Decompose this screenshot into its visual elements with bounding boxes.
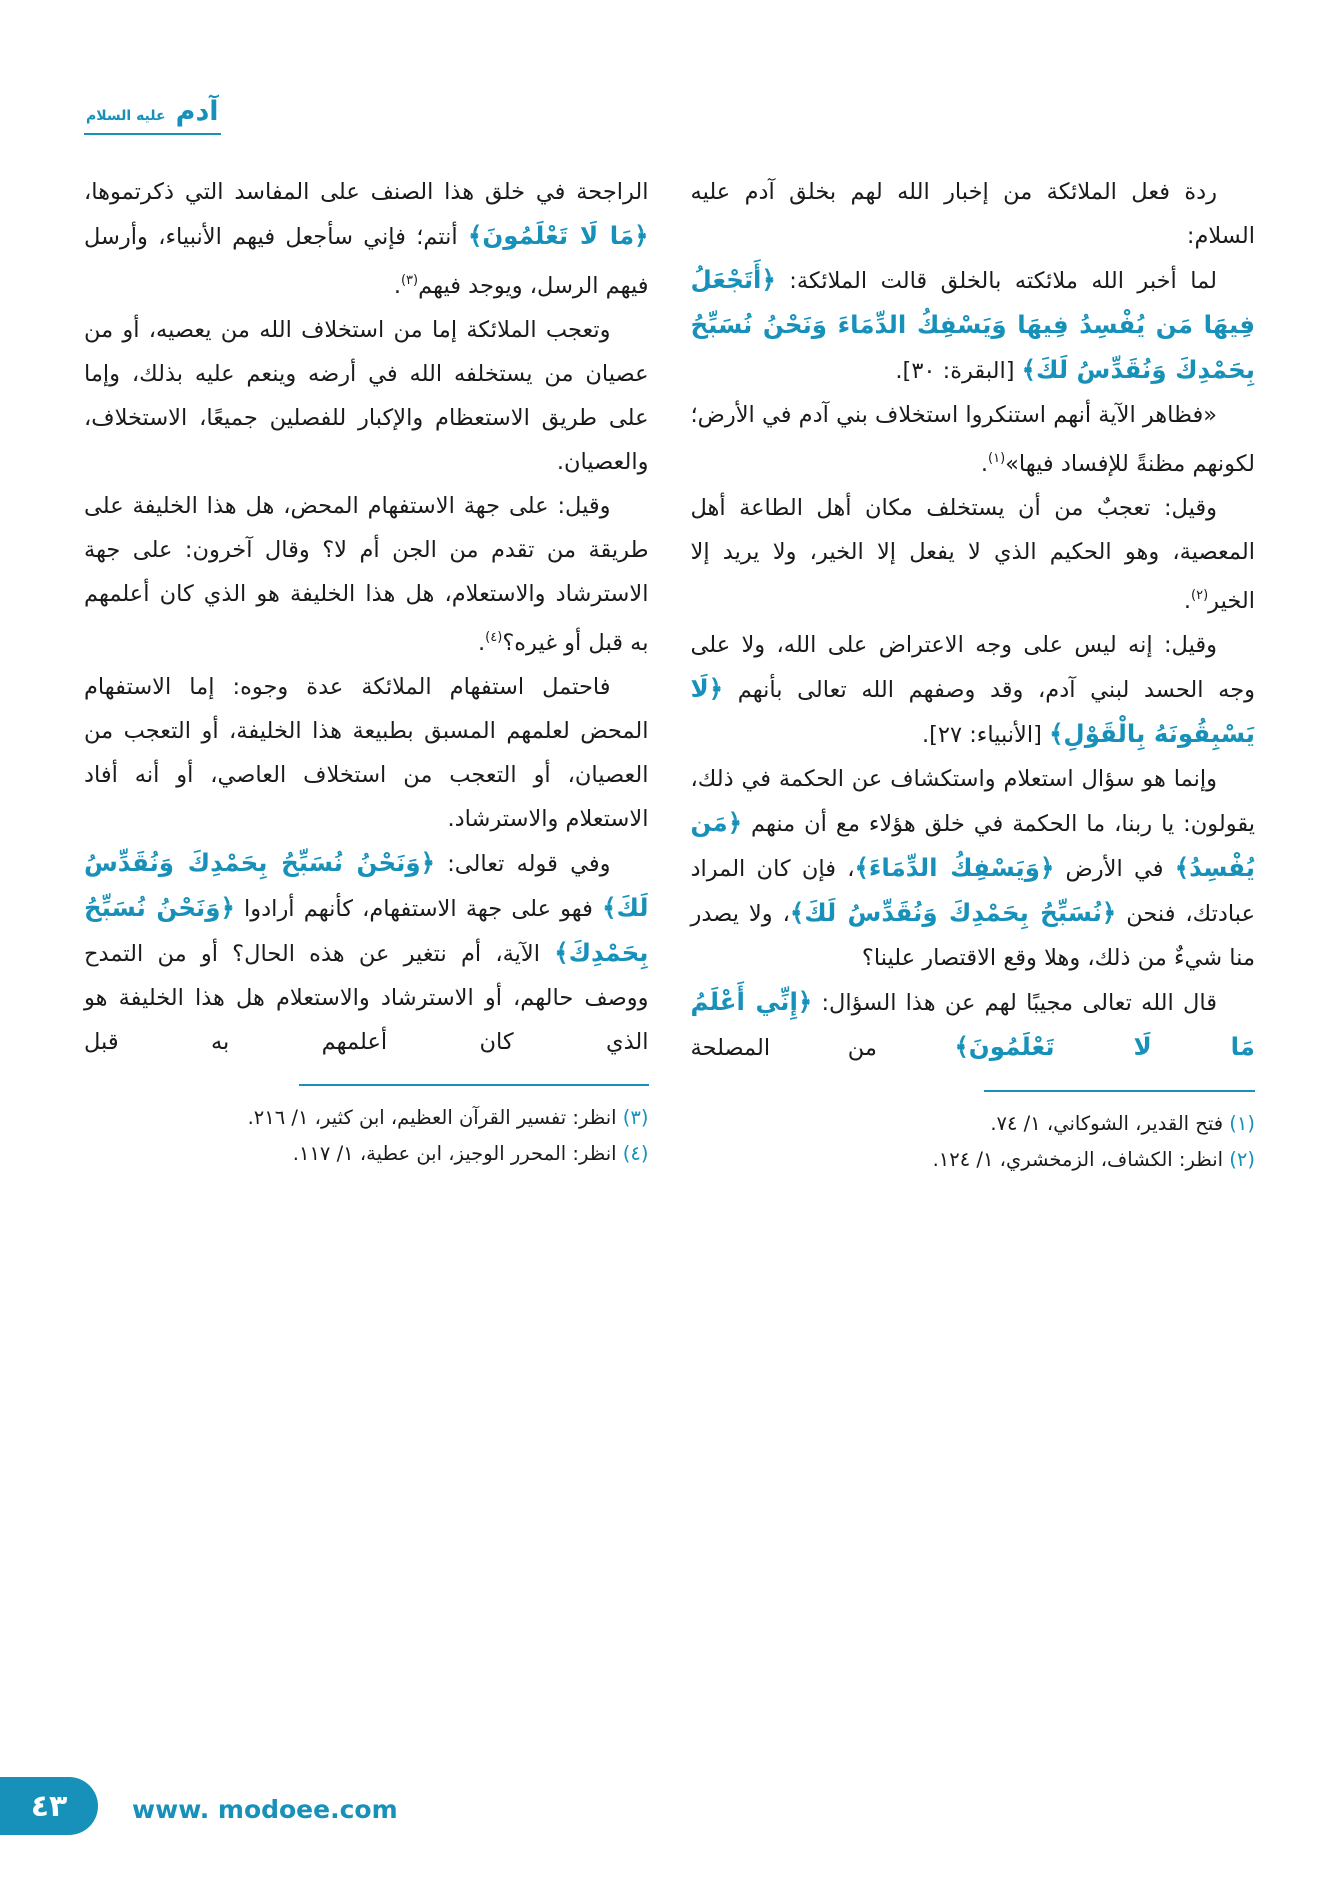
paragraph (691, 258, 1256, 393)
paragraph (84, 170, 649, 308)
footnote-text: انظر: المحرر الوجيز، ابن عطية، ١/ ١١٧. (292, 1142, 623, 1165)
body-text: . (1183, 588, 1192, 614)
footnote-marker: (٤) (485, 630, 503, 645)
website-text: www. modoee.com (132, 1795, 398, 1824)
body-text: فاحتمل استفهام الملائكة عدة وجوه: إما الاستفهام المحض لعلمهم المسبق بطبيعة هذا الخليفة، أو التعجب من العصيان، أو التعجب من استخلاف العاصي، أو أنه أفاد الاستعلام والاسترشاد. (84, 674, 649, 832)
body-text: وإنما هو سؤال استعلام واستكشاف عن الحكمة في ذلك، يقولون: يا ربنا، ما الحكمة في خلق هؤلاء مع أن منهم (690, 766, 1255, 837)
footnote-separator (984, 1090, 1255, 1092)
footnote-number: (٣) (622, 1106, 649, 1129)
body-text: وقيل: على جهة الاستفهام المحض، هل هذا الخليفة على طريقة من تقدم من الجن أم لا؟ وقال آخرون: على جهة الاسترشاد والاستعلام، هل هذا الخليفة هو الذي كان أعلمهم به قبل أو غيره؟ (84, 493, 649, 656)
body-text: «فظاهر الآية أنهم استنكروا استخلاف بني آدم في الأرض؛ لكونهم مظنةً للإفساد فيها» (690, 402, 1255, 477)
body-text: فهو على جهة الاستفهام، كأنهم أرادوا (234, 896, 603, 922)
paragraph (84, 484, 649, 665)
left-column-footnotes (84, 1098, 649, 1172)
quran-quote: ﴿وَنَحْنُ نُسَبِّحُ بِحَمْدِكَ وَنُقَدِّسُ لَكَ﴾ (84, 848, 649, 922)
footnote-text: انظر: تفسير القرآن العظيم، ابن كثير، ١/ ٢١٦. (247, 1106, 623, 1129)
paragraph (84, 308, 649, 484)
paragraph (691, 623, 1256, 757)
left-column-text (84, 170, 649, 1064)
paragraph (691, 393, 1256, 486)
quran-quote: ﴿مَن يُفْسِدُ﴾ (690, 808, 1255, 882)
paragraph (691, 980, 1256, 1070)
footnote-number: (٤) (622, 1142, 649, 1165)
right-column-footnotes (691, 1104, 1256, 1178)
footnote (691, 1142, 1256, 1178)
body-text: في الأرض (1054, 856, 1175, 882)
body-text: ردة فعل الملائكة من إخبار الله لهم بخلق آدم عليه السلام: (690, 179, 1255, 249)
quran-quote: ﴿وَنَحْنُ نُسَبِّحُ بِحَمْدِكَ﴾ (84, 893, 649, 967)
body-text: وتعجب الملائكة إما من استخلاف الله من يعصيه، أو من عصيان من يستخلفه الله في أرضه وينعم عليه بذلك، وإما على طريق الاستعظام والإكبار للفصلين جميعًا، الاستخلاف، والعصيان. (84, 317, 649, 475)
page-number: ٤٣ (30, 1788, 68, 1824)
footnote (84, 1100, 649, 1136)
right-column-text (691, 170, 1256, 1070)
body-text: . (980, 451, 988, 477)
body-text: [البقرة: ٣٠]. (895, 358, 1022, 384)
body-text: قال الله تعالى مجيبًا لهم عن هذا السؤال: (812, 990, 1217, 1016)
body-text: أنتم؛ فإني سأجعل فيهم الأنبياء، وأرسل فيهم الرسل، ويوجد فيهم (84, 224, 649, 299)
left-column (84, 170, 649, 1178)
right-column (691, 170, 1256, 1178)
page-header (84, 96, 221, 135)
body-text: ، فإن كان المراد عبادتك، فنحن (690, 856, 1255, 927)
quran-quote: ﴿لَا يَسْبِقُونَهُ بِالْقَوْلِ﴾ (690, 674, 1255, 748)
footnote-number: (١) (1229, 1112, 1255, 1135)
footnote-marker: (٢) (1191, 588, 1209, 603)
header-title-sub: عليه السلام (86, 108, 166, 124)
header-title (84, 96, 221, 135)
body-text: من المصلحة (690, 1035, 955, 1061)
quran-quote: ﴿مَا لَا تَعْلَمُونَ﴾ (468, 221, 649, 250)
footnote-number: (٢) (1229, 1148, 1255, 1171)
body-text: وقيل: إنه ليس على وجه الاعتراض على الله، ولا على وجه الحسد لبني آدم، وقد وصفهم الله تعالى بأنهم (690, 632, 1255, 703)
body-text: . (393, 273, 401, 299)
paragraph (691, 170, 1256, 258)
body-text: ، ولا يصدر منا شيءٌ من ذلك، وهلا وقع الاقتصار علينا؟ (690, 901, 1255, 971)
quran-quote: ﴿نُسَبِّحُ بِحَمْدِكَ وَنُقَدِّسُ لَكَ﴾ (789, 898, 1117, 927)
body-text: [الأنبياء: ٢٧]. (921, 722, 1050, 748)
footnote-text: انظر: الكشاف، الزمخشري، ١/ ١٢٤. (932, 1148, 1230, 1171)
body-text: وفي قوله تعالى: (435, 851, 611, 877)
footnote-marker: (١) (988, 451, 1006, 466)
body-text: لما أخبر الله ملائكته بالخلق قالت الملائكة: (775, 268, 1217, 294)
header-title-main: آدم (175, 96, 219, 127)
body-text: الراجحة في خلق هذا الصنف على المفاسد التي ذكرتموها، (84, 179, 649, 205)
footnote (84, 1136, 649, 1172)
body-text: . (478, 630, 486, 656)
paragraph (84, 665, 649, 841)
footnote-separator (299, 1084, 649, 1086)
footnote-text: فتح القدير، الشوكاني، ١/ ٧٤. (990, 1112, 1230, 1135)
text-columns (84, 170, 1255, 1178)
quran-quote: ﴿وَيَسْفِكُ الدِّمَاءَ﴾ (854, 853, 1055, 882)
body-text: وقيل: تعجبٌ من أن يستخلف مكان أهل الطاعة أهل المعصية، وهو الحكيم الذي لا يفعل إلا الخير، ولا يريد إلا الخير (690, 495, 1255, 614)
quran-quote: ﴿إِنِّي أَعْلَمُ مَا لَا تَعْلَمُونَ﴾ (690, 987, 1255, 1061)
body-text: الآية، أم نتغير عن هذه الحال؟ أو من التمدح ووصف حالهم، أو الاسترشاد والاستعلام هل هذا الخليفة هو الذي كان أعلمهم به قبل (84, 941, 649, 1055)
paragraph (691, 486, 1256, 623)
footnote-marker: (٣) (400, 273, 419, 288)
quran-quote: ﴿أَتَجْعَلُ فِيهَا مَن يُفْسِدُ فِيهَا وَيَسْفِكُ الدِّمَاءَ وَنَحْنُ نُسَبِّحُ بِحَمْدِكَ وَنُقَدِّسُ لَكَ﴾ (690, 265, 1255, 384)
paragraph (691, 757, 1256, 980)
paragraph (84, 841, 649, 1064)
page-number-badge (0, 1777, 98, 1835)
footnote (691, 1106, 1256, 1142)
